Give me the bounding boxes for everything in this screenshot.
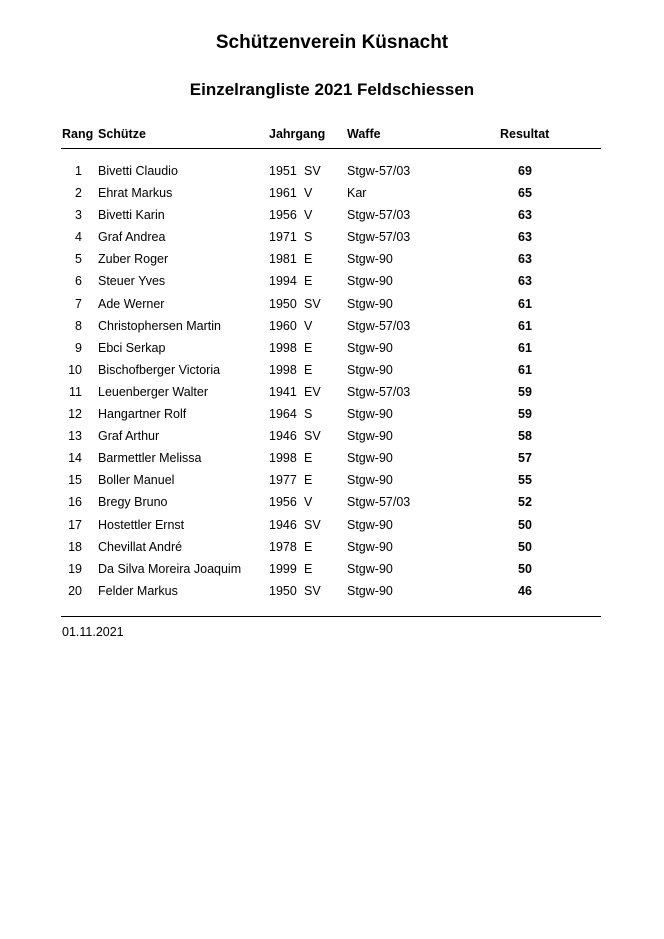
category-cell: S xyxy=(304,230,313,245)
weapon-cell: Stgw-90 xyxy=(347,340,393,355)
result-cell: 63 xyxy=(518,252,532,267)
birth-year-cell: 1964 xyxy=(269,407,297,422)
category-cell: E xyxy=(304,362,313,377)
category-cell: SV xyxy=(304,517,321,532)
category-cell: EV xyxy=(304,384,321,399)
birth-year-cell: 1956 xyxy=(269,208,297,223)
shooter-name-cell: Bivetti Claudio xyxy=(98,164,178,178)
rank-cell: 12 xyxy=(68,407,82,422)
result-cell: 61 xyxy=(518,340,532,355)
table-row xyxy=(0,293,664,315)
weapon-cell: Stgw-90 xyxy=(347,473,393,488)
rank-cell: 1 xyxy=(75,164,82,178)
weapon-cell: Kar xyxy=(347,186,367,201)
weapon-cell: Stgw-90 xyxy=(347,362,393,377)
rank-cell: 14 xyxy=(68,451,82,466)
birth-year-cell: 1960 xyxy=(269,318,297,333)
table-row xyxy=(0,381,664,403)
weapon-cell: Stgw-90 xyxy=(347,274,393,289)
category-cell: E xyxy=(304,252,313,267)
birth-year-cell: 1950 xyxy=(269,296,297,311)
weapon-cell: Stgw-90 xyxy=(347,539,393,554)
category-cell: V xyxy=(304,208,313,223)
weapon-cell: Stgw-90 xyxy=(347,583,393,598)
result-cell: 63 xyxy=(518,274,532,289)
birth-year-cell: 1999 xyxy=(269,561,297,576)
category-cell: E xyxy=(304,274,313,289)
rank-cell: 5 xyxy=(75,252,82,267)
shooter-name-cell: Barmettler Melissa xyxy=(98,451,202,466)
document-date: 01.11.2021 xyxy=(62,625,124,639)
shooter-name-cell: Christophersen Martin xyxy=(98,318,221,333)
birth-year-cell: 1978 xyxy=(269,539,297,554)
rank-cell: 17 xyxy=(68,517,82,532)
birth-year-cell: 1951 xyxy=(269,164,297,178)
birth-year-cell: 1998 xyxy=(269,340,297,355)
rank-cell: 9 xyxy=(75,340,82,355)
rank-cell: 6 xyxy=(75,274,82,289)
rank-cell: 7 xyxy=(75,296,82,311)
weapon-cell: Stgw-90 xyxy=(347,407,393,422)
rank-cell: 11 xyxy=(69,384,82,399)
result-cell: 50 xyxy=(518,517,532,532)
birth-year-cell: 1950 xyxy=(269,583,297,598)
shooter-name-cell: Da Silva Moreira Joaquim xyxy=(98,561,242,576)
weapon-cell: Stgw-57/03 xyxy=(347,384,411,399)
weapon-cell: Stgw-90 xyxy=(347,296,393,311)
category-cell: SV xyxy=(304,583,321,598)
result-cell: 50 xyxy=(518,539,532,554)
table-row xyxy=(0,182,664,204)
rank-cell: 16 xyxy=(68,495,82,510)
table-row xyxy=(0,204,664,226)
result-cell: 55 xyxy=(518,473,532,488)
category-cell: V xyxy=(304,495,313,510)
shooter-name-cell: Ade Werner xyxy=(98,296,165,311)
weapon-cell: Stgw-57/03 xyxy=(347,318,411,333)
weapon-cell: Stgw-57/03 xyxy=(347,208,411,223)
table-row xyxy=(0,580,664,602)
rank-cell: 3 xyxy=(75,208,82,223)
shooter-name-cell: Boller Manuel xyxy=(98,473,175,488)
header-waffe: Waffe xyxy=(347,127,381,141)
result-cell: 63 xyxy=(518,208,532,223)
birth-year-cell: 1994 xyxy=(269,274,297,289)
shooter-name-cell: Ebci Serkap xyxy=(98,340,166,355)
result-cell: 58 xyxy=(518,429,532,444)
result-cell: 46 xyxy=(518,583,532,598)
birth-year-cell: 1977 xyxy=(269,473,297,488)
header-schuetze: Schütze xyxy=(98,127,146,141)
category-cell: E xyxy=(304,473,313,488)
birth-year-cell: 1971 xyxy=(269,230,297,245)
result-cell: 61 xyxy=(518,296,532,311)
result-cell: 50 xyxy=(518,561,532,576)
rank-cell: 19 xyxy=(68,561,82,576)
table-row xyxy=(0,425,664,447)
category-cell: E xyxy=(304,451,313,466)
rank-cell: 15 xyxy=(68,473,82,488)
rank-cell: 20 xyxy=(68,583,82,598)
table-row xyxy=(0,270,664,292)
category-cell: S xyxy=(304,407,313,422)
shooter-name-cell: Bischofberger Victoria xyxy=(98,362,221,377)
result-cell: 65 xyxy=(518,186,532,201)
rank-cell: 10 xyxy=(68,362,82,377)
shooter-name-cell: Bivetti Karin xyxy=(98,208,165,223)
table-row xyxy=(0,359,664,381)
header-resultat: Resultat xyxy=(500,127,550,141)
shooter-name-cell: Zuber Roger xyxy=(98,252,169,267)
result-cell: 59 xyxy=(518,384,532,399)
shooter-name-cell: Felder Markus xyxy=(98,583,178,598)
shooter-name-cell: Graf Arthur xyxy=(98,429,160,444)
table-row xyxy=(0,558,664,580)
ranking-table-body xyxy=(0,160,664,602)
header-rang: Rang xyxy=(62,127,94,141)
birth-year-cell: 1956 xyxy=(269,495,297,510)
category-cell: SV xyxy=(304,296,321,311)
table-row xyxy=(0,514,664,536)
weapon-cell: Stgw-90 xyxy=(347,252,393,267)
rank-cell: 2 xyxy=(75,186,82,201)
header-divider xyxy=(61,148,601,149)
weapon-cell: Stgw-57/03 xyxy=(347,495,411,510)
shooter-name-cell: Graf Andrea xyxy=(98,230,166,245)
birth-year-cell: 1941 xyxy=(269,384,297,399)
table-row xyxy=(0,226,664,248)
weapon-cell: Stgw-90 xyxy=(347,429,393,444)
shooter-name-cell: Hostettler Ernst xyxy=(98,517,185,532)
result-cell: 57 xyxy=(518,451,532,466)
table-row xyxy=(0,337,664,359)
shooter-name-cell: Chevillat André xyxy=(98,539,183,554)
result-cell: 52 xyxy=(518,495,532,510)
table-row xyxy=(0,447,664,469)
category-cell: E xyxy=(304,340,313,355)
birth-year-cell: 1961 xyxy=(269,186,297,201)
birth-year-cell: 1981 xyxy=(269,252,297,267)
table-row xyxy=(0,315,664,337)
result-cell: 61 xyxy=(518,362,532,377)
table-row xyxy=(0,248,664,270)
result-cell: 69 xyxy=(518,164,532,178)
shooter-name-cell: Hangartner Rolf xyxy=(98,407,187,422)
rank-cell: 8 xyxy=(75,318,82,333)
birth-year-cell: 1946 xyxy=(269,429,297,444)
table-row xyxy=(0,469,664,491)
table-row xyxy=(0,491,664,513)
category-cell: V xyxy=(304,186,313,201)
weapon-cell: Stgw-57/03 xyxy=(347,230,411,245)
weapon-cell: Stgw-57/03 xyxy=(347,164,411,178)
category-cell: E xyxy=(304,561,313,576)
shooter-name-cell: Bregy Bruno xyxy=(98,495,168,510)
result-cell: 63 xyxy=(518,230,532,245)
rank-cell: 13 xyxy=(68,429,82,444)
table-row xyxy=(0,160,664,182)
category-cell: SV xyxy=(304,164,321,178)
footer-divider xyxy=(61,616,601,617)
result-cell: 61 xyxy=(518,318,532,333)
shooter-name-cell: Leuenberger Walter xyxy=(98,384,209,399)
shooter-name-cell: Steuer Yves xyxy=(98,274,166,289)
weapon-cell: Stgw-90 xyxy=(347,451,393,466)
birth-year-cell: 1998 xyxy=(269,451,297,466)
header-jahrgang: Jahrgang xyxy=(269,127,326,141)
weapon-cell: Stgw-90 xyxy=(347,561,393,576)
birth-year-cell: 1946 xyxy=(269,517,297,532)
table-row xyxy=(0,536,664,558)
rank-cell: 18 xyxy=(68,539,82,554)
document-subtitle: Einzelrangliste 2021 Feldschiessen xyxy=(189,80,475,99)
document-title: Schützenverein Küsnacht xyxy=(215,32,449,53)
weapon-cell: Stgw-90 xyxy=(347,517,393,532)
category-cell: V xyxy=(304,318,313,333)
category-cell: E xyxy=(304,539,313,554)
result-cell: 59 xyxy=(518,407,532,422)
birth-year-cell: 1998 xyxy=(269,362,297,377)
rank-cell: 4 xyxy=(75,230,82,245)
shooter-name-cell: Ehrat Markus xyxy=(98,186,173,201)
table-row xyxy=(0,403,664,425)
category-cell: SV xyxy=(304,429,321,444)
